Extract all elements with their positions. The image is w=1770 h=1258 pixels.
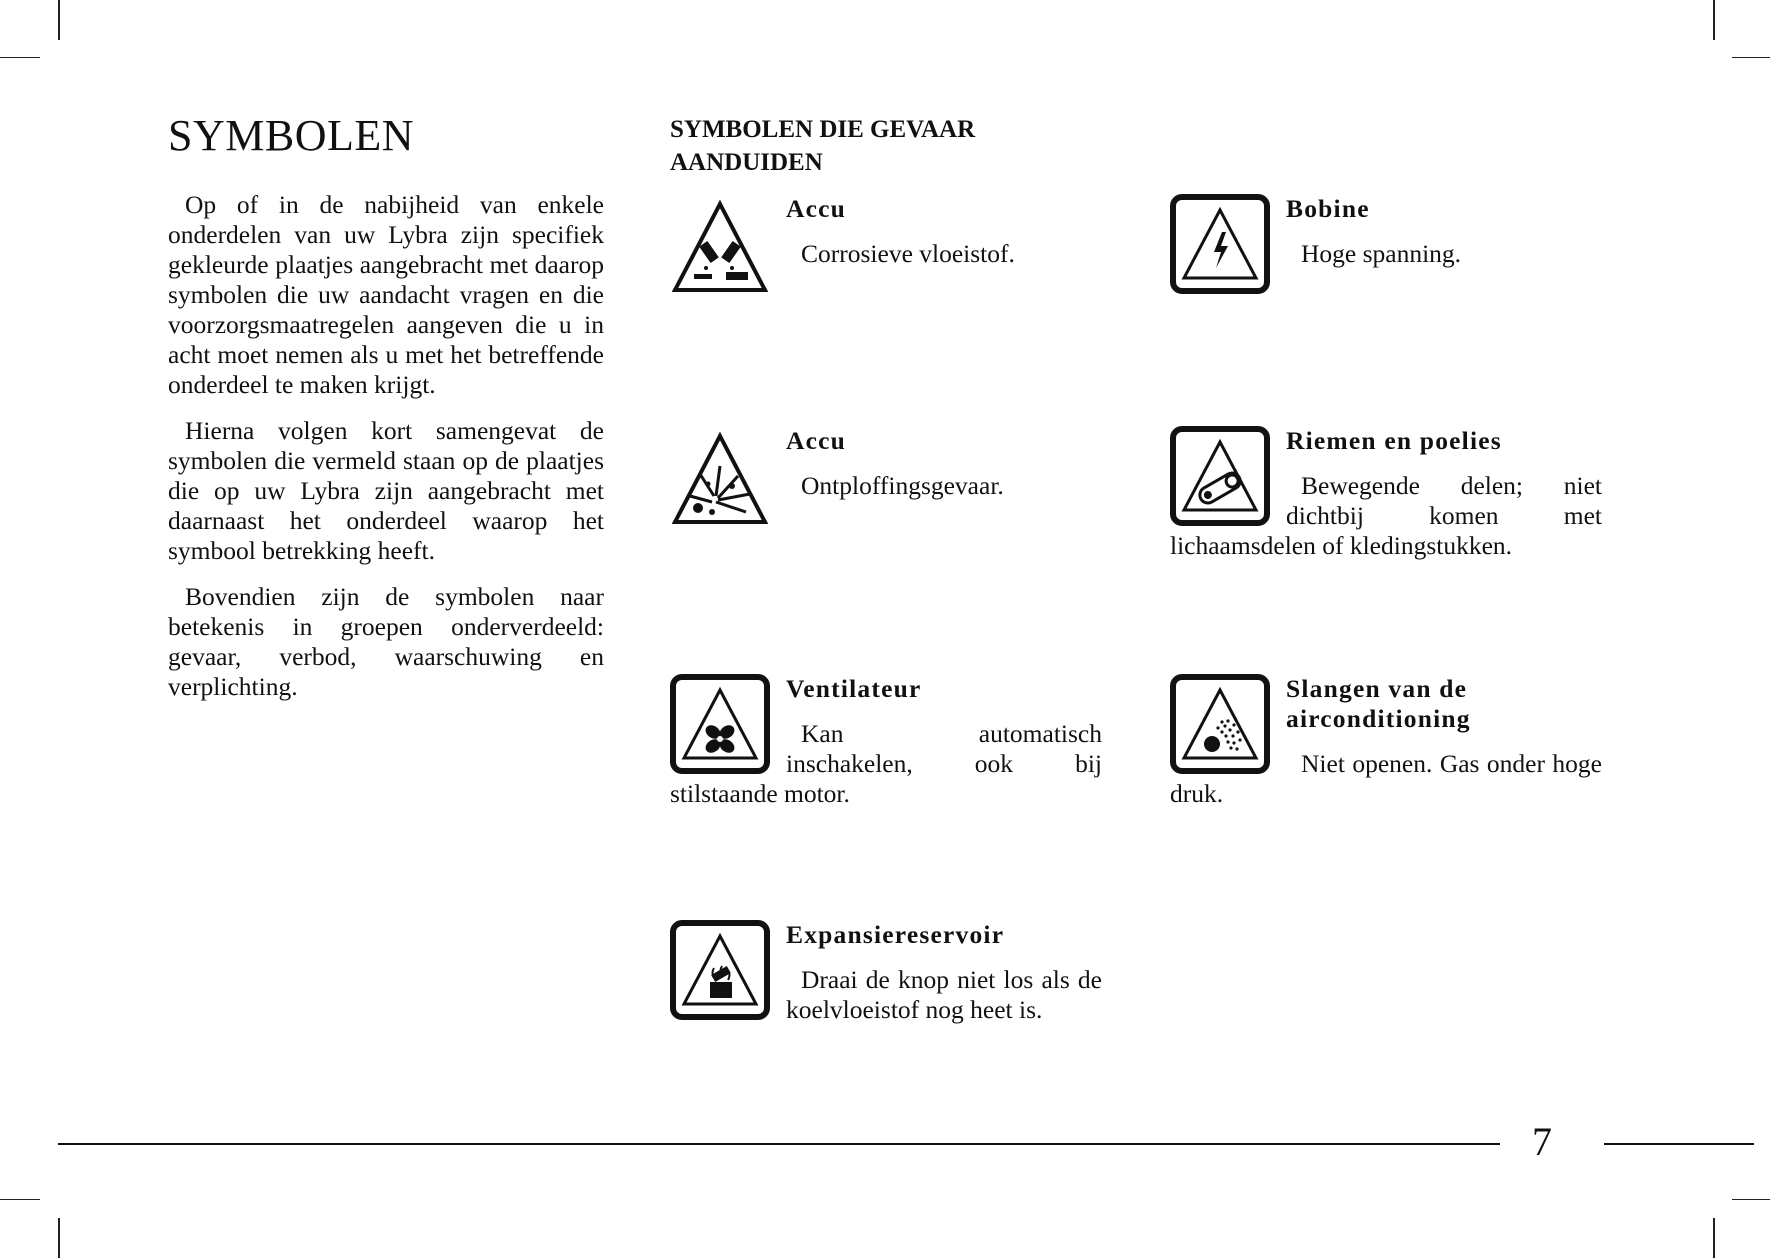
symbol-name: Expansiereservoir <box>786 920 1005 949</box>
symbol-description: Ontploffingsgevaar. <box>801 471 1004 500</box>
crop-mark <box>1732 57 1770 58</box>
crop-mark <box>0 57 40 58</box>
symbol-name: Bobine <box>1286 194 1370 223</box>
crop-mark <box>1732 1199 1770 1200</box>
symbol-entry-battery-corrosive <box>670 194 1102 298</box>
high-voltage-warning-icon <box>1170 194 1270 294</box>
symbol-entry-ac-hoses <box>1170 674 1602 809</box>
crop-mark <box>1713 1218 1715 1258</box>
footer-rule <box>58 1143 1500 1145</box>
crop-mark <box>58 0 60 40</box>
symbol-name: Accu <box>786 194 847 223</box>
hot-coolant-warning-icon <box>670 920 770 1020</box>
symbol-description: Hoge spanning. <box>1301 239 1462 268</box>
symbol-description: Bewegende delen; niet dichtbij komen met lichaamsdelen of kledingstukken. <box>1170 471 1602 560</box>
section-heading: SYMBOLEN DIE GEVAAR AANDUIDEN <box>670 116 976 176</box>
intro-paragraph: Op of in de nabijheid van enkele onderdelen van uw Lybra zijn specifiek gekleurde plaatjes aangebracht met daarop symbolen die uw aandacht vragen en die voorzorgsmaatregelen aangeven die u in acht moet nemen als u met het betreffende onderdeel te maken krijgt. <box>168 190 604 399</box>
symbol-name: Accu <box>786 426 847 455</box>
symbol-entry-coil <box>1170 194 1602 298</box>
explosion-warning-icon <box>670 426 770 526</box>
symbol-name: Riemen en poelies <box>1286 426 1502 455</box>
symbol-description: Kan automatisch inschakelen, ook bij stilstaande motor. <box>670 719 1102 808</box>
symbol-entry-belts-pulleys <box>1170 426 1602 561</box>
symbol-entry-battery-explosion <box>670 426 1102 530</box>
symbol-entry-fan <box>670 674 1102 809</box>
footer-rule <box>1604 1143 1754 1145</box>
crop-mark <box>58 1218 60 1258</box>
crop-mark <box>1713 0 1715 40</box>
intro-paragraph: Bovendien zijn de symbolen naar betekenis in groepen onderverdeeld: gevaar, verbod, waarschuwing en verplichting. <box>168 582 604 701</box>
symbol-description: Draai de knop niet los als de koelvloeistof nog heet is. <box>786 965 1102 1024</box>
page-title: SYMBOLEN <box>168 111 415 160</box>
pressurized-gas-warning-icon <box>1170 674 1270 774</box>
symbol-entry-expansion-tank <box>670 920 1102 1025</box>
symbol-description: Corrosieve vloeistof. <box>801 239 1015 268</box>
belt-pulley-warning-icon <box>1170 426 1270 526</box>
crop-mark <box>0 1199 40 1200</box>
symbol-description: Niet openen. Gas onder hoge druk. <box>1170 749 1602 808</box>
page-number: 7 <box>1532 1119 1552 1164</box>
symbol-name: Slangen van de airconditioning <box>1286 674 1471 733</box>
corrosive-warning-icon <box>670 194 770 294</box>
fan-warning-icon <box>670 674 770 774</box>
intro-text <box>168 190 604 718</box>
symbol-name: Ventilateur <box>786 674 922 703</box>
intro-paragraph: Hierna volgen kort samengevat de symbolen die vermeld staan op de plaatjes die op uw Lybra zijn aangebracht met daarnaast het onderdeel waarop het symbool betrekking heeft. <box>168 416 604 565</box>
